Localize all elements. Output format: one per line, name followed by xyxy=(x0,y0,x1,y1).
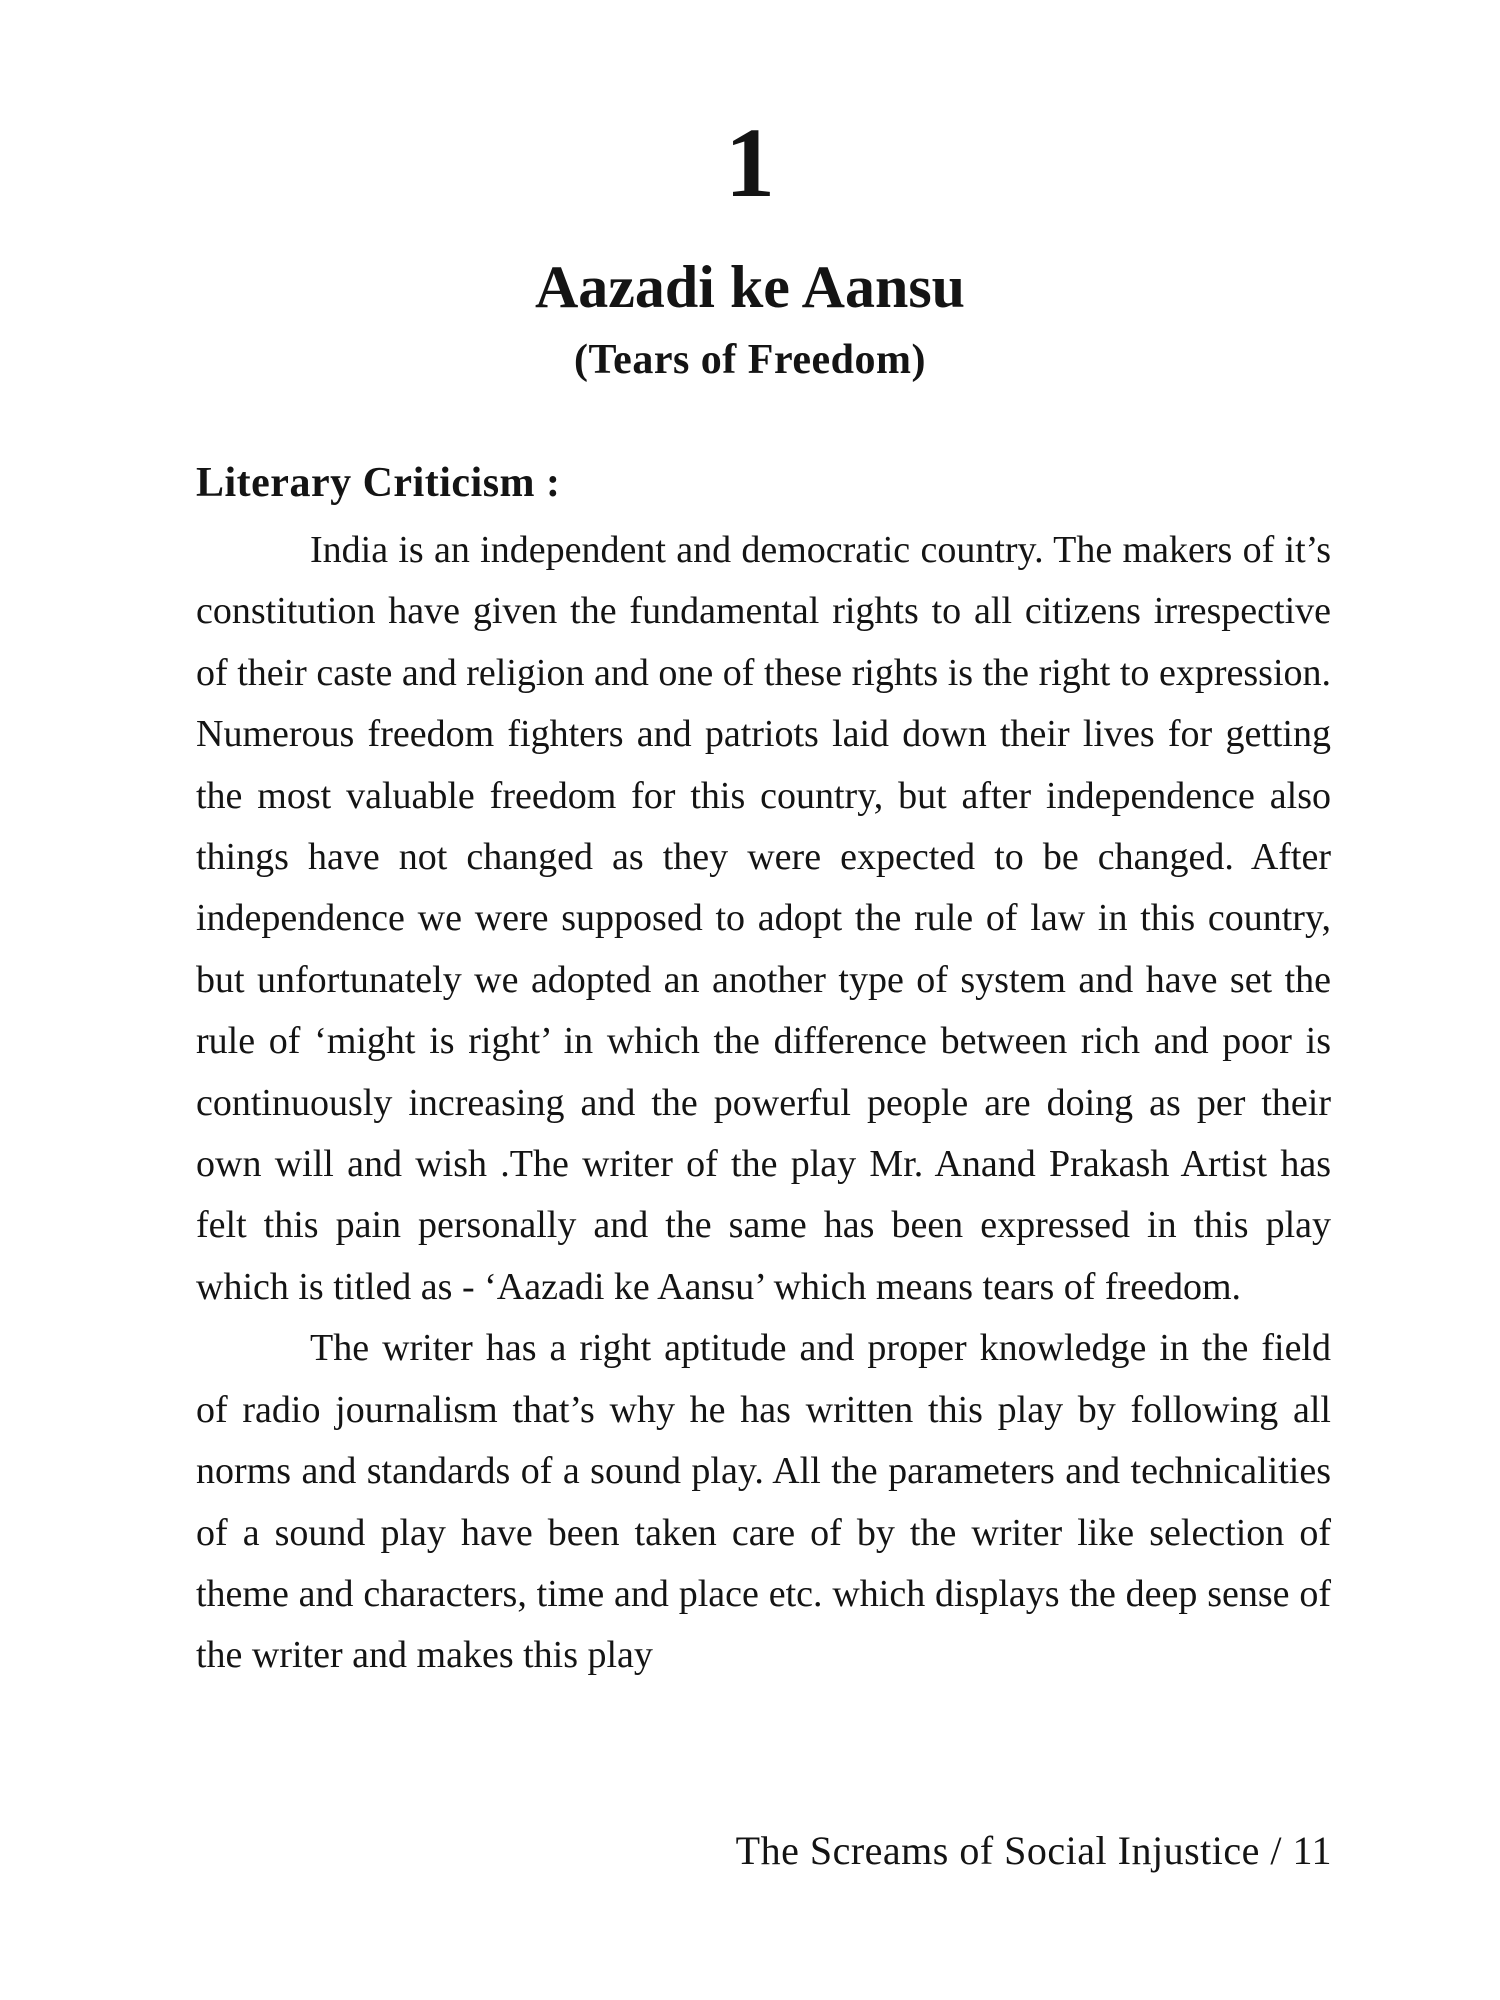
paragraph: India is an independent and democratic country. The makers of it’s constitution have given the fundamental rights to all citizens irrespective of their caste and religion and one of these rights is the right to expression. Numerous freedom fighters and patriots laid down their lives for getting the most valuable freedom for this country, but after independence also things have not changed as they were expected to be changed. After independence we were supposed to adopt the rule of law in this country, but unfortunately we adopted an another type of system and have set the rule of ‘might is right’ in which the difference between rich and poor is continuously increasing and the powerful people are doing as per their own will and wish .The writer of the play Mr. Anand Prakash Artist has felt this pain personally and the same has been expressed in this play which is titled as - ‘Aazadi ke Aansu’ which means tears of freedom. xyxy=(196,529,1331,1308)
chapter-subtitle: (Tears of Freedom) xyxy=(574,337,926,383)
chapter-number: 1 xyxy=(725,107,775,218)
page-footer: The Screams of Social Injustice / 11 xyxy=(735,1828,1332,1873)
body-text xyxy=(196,520,1331,1687)
paragraph: The writer has a right aptitude and proper knowledge in the field of radio journalism that’s why he has written this play by following all norms and standards of a sound play. All the parameters and technicalities of a sound play have been taken care of by the writer like selection of theme and characters, time and place etc. which displays the deep sense of the writer and makes this play xyxy=(196,1327,1331,1677)
chapter-title: Aazadi ke Aansu xyxy=(534,254,966,320)
section-heading: Literary Criticism : xyxy=(196,460,561,506)
